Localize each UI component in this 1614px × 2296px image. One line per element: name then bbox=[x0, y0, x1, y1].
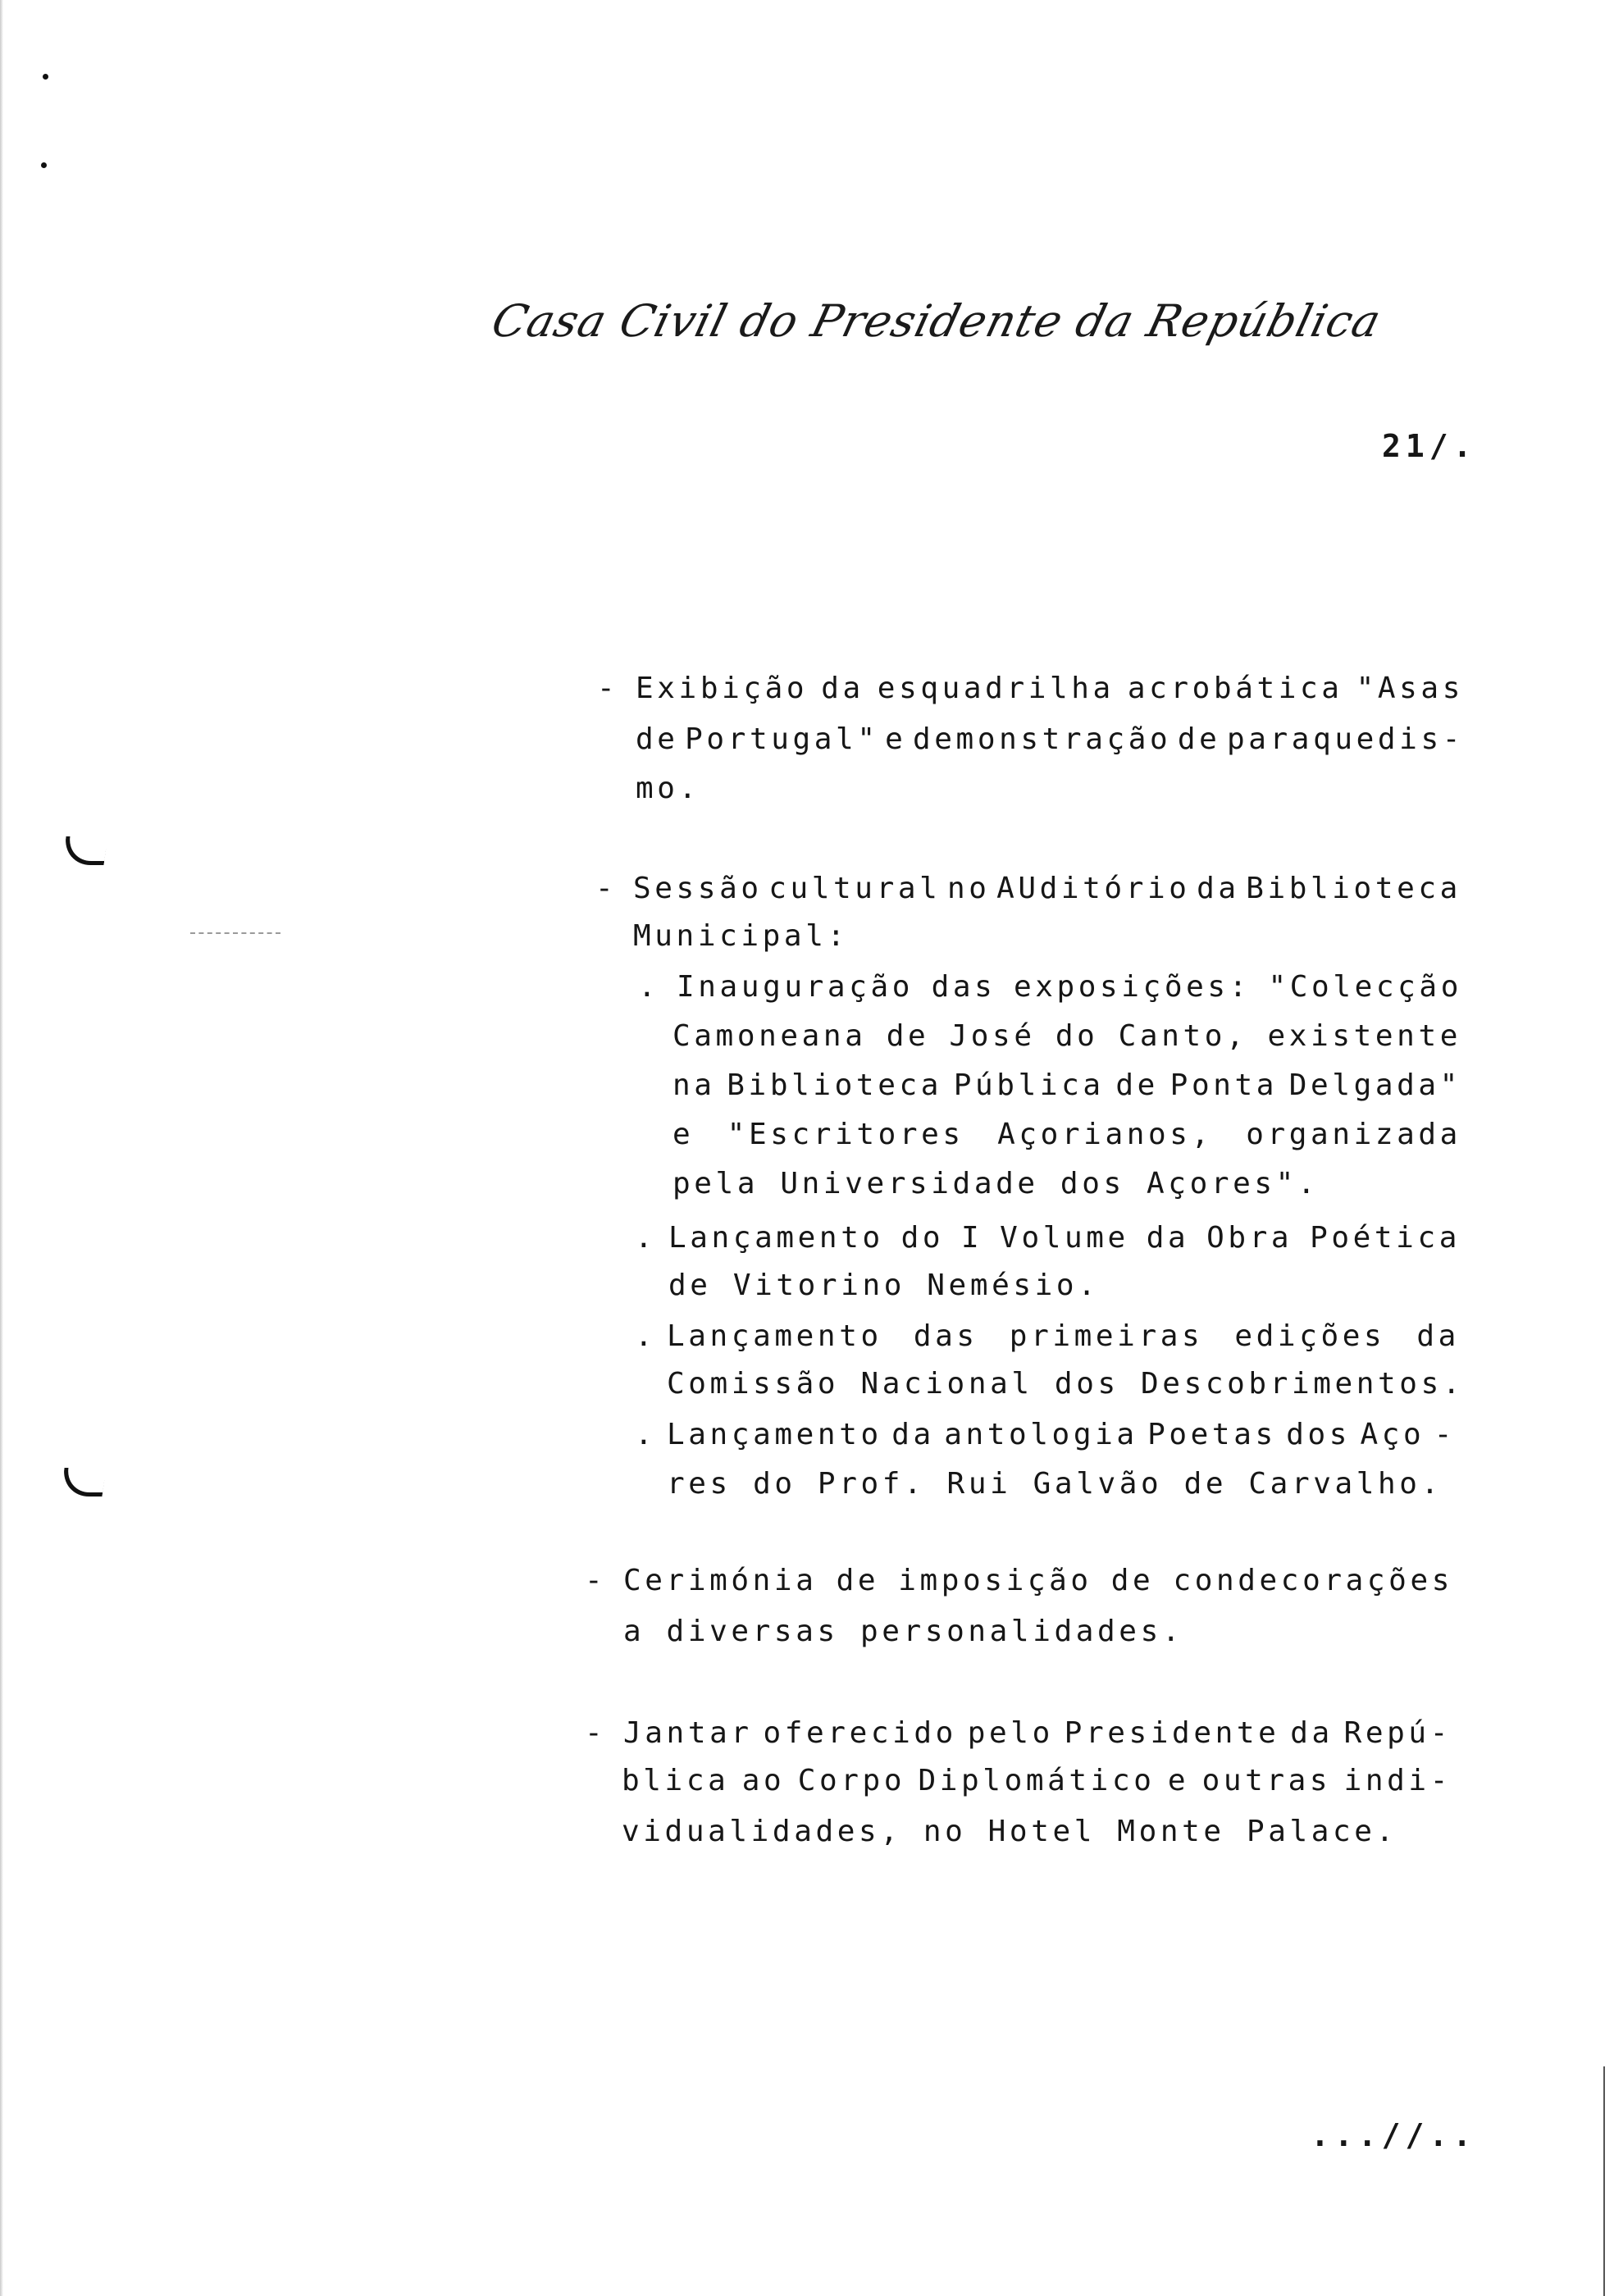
word: Poetas bbox=[1147, 1418, 1277, 1451]
word: Portugal" bbox=[685, 722, 879, 756]
word: Volume bbox=[1000, 1221, 1129, 1255]
word: e bbox=[1167, 1764, 1190, 1797]
page-number: 21/. bbox=[1382, 428, 1477, 464]
word: da bbox=[1416, 1319, 1460, 1353]
subitem-line: Comissão Nacional dos Descobrimentos. bbox=[667, 1367, 1465, 1401]
word: no bbox=[946, 872, 991, 905]
word: da bbox=[1197, 872, 1240, 905]
word: Camoneana bbox=[672, 1019, 867, 1053]
word: da bbox=[821, 672, 864, 705]
subitem-line bbox=[668, 1220, 1461, 1256]
word: edições bbox=[1234, 1319, 1386, 1353]
word: blica bbox=[622, 1764, 730, 1797]
word: do bbox=[900, 1221, 945, 1255]
word: ao bbox=[741, 1764, 786, 1797]
word: de bbox=[886, 1019, 930, 1053]
item-line bbox=[623, 1563, 1453, 1599]
scan-dash-mark bbox=[190, 932, 280, 935]
word: da bbox=[1146, 1221, 1190, 1255]
word: da bbox=[1290, 1716, 1334, 1750]
subitem-line: de Vitorino Nemésio. bbox=[668, 1269, 1100, 1302]
item-line: a diversas personalidades. bbox=[623, 1615, 1184, 1648]
word: Exibição bbox=[636, 672, 809, 705]
word: das bbox=[913, 1319, 978, 1353]
word: Lançamento bbox=[667, 1319, 882, 1353]
item-marker: - bbox=[597, 672, 615, 705]
word: Delgada" bbox=[1288, 1068, 1461, 1102]
item-line bbox=[622, 1763, 1452, 1799]
word: José bbox=[949, 1019, 1036, 1053]
word: primeiras bbox=[1009, 1319, 1204, 1353]
word: "Asas bbox=[1356, 672, 1464, 705]
item-marker: - bbox=[585, 1564, 603, 1597]
word: Pública bbox=[953, 1068, 1105, 1102]
word: condecorações bbox=[1173, 1564, 1453, 1597]
word: Diplomático bbox=[918, 1764, 1156, 1797]
item-line bbox=[636, 671, 1464, 707]
word: das bbox=[931, 970, 996, 1004]
scan-edge bbox=[0, 0, 3, 2296]
subitem-marker: . bbox=[635, 1319, 653, 1353]
scan-dot bbox=[43, 74, 48, 80]
scan-dot bbox=[41, 162, 47, 168]
word: acrobática bbox=[1127, 672, 1343, 705]
word: Açorianos, bbox=[997, 1118, 1213, 1151]
item-line bbox=[623, 1715, 1452, 1752]
punch-hole-mark bbox=[62, 836, 108, 865]
word: esquadrilha bbox=[877, 672, 1115, 705]
subitem-line bbox=[677, 969, 1462, 1005]
subitem-line bbox=[667, 1319, 1460, 1355]
word: oferecido bbox=[763, 1716, 957, 1750]
word: na bbox=[672, 1068, 716, 1102]
letterhead: Casa Civil do Presidente da República bbox=[486, 295, 1387, 347]
word: e bbox=[672, 1118, 695, 1151]
word: Jantar bbox=[623, 1716, 753, 1750]
subitem-line bbox=[672, 1068, 1461, 1104]
word: "Colecção bbox=[1268, 970, 1462, 1004]
word: I bbox=[961, 1221, 983, 1255]
word: cultural bbox=[768, 872, 942, 905]
item-line bbox=[636, 722, 1464, 758]
word: Biblioteca bbox=[727, 1068, 943, 1102]
word: Sessão bbox=[633, 872, 763, 905]
item-line: Municipal: bbox=[633, 919, 849, 953]
item-line bbox=[633, 871, 1461, 907]
word: imposição bbox=[898, 1564, 1092, 1597]
word: Corpo bbox=[797, 1764, 906, 1797]
word: de bbox=[836, 1564, 880, 1597]
subitem-line bbox=[672, 1117, 1461, 1153]
subitem-marker: . bbox=[635, 1418, 653, 1451]
word: Poética bbox=[1310, 1221, 1461, 1255]
scan-edge-right bbox=[1603, 2066, 1605, 2296]
item-marker: - bbox=[585, 1716, 603, 1750]
word: do bbox=[1055, 1019, 1099, 1053]
word: e bbox=[885, 722, 907, 756]
punch-hole-mark bbox=[61, 1468, 107, 1496]
word: Presidente bbox=[1064, 1716, 1280, 1750]
word: de bbox=[1177, 722, 1221, 756]
subitem-marker: . bbox=[635, 1221, 653, 1255]
subitem-line bbox=[667, 1417, 1456, 1453]
word: Ponta bbox=[1169, 1068, 1279, 1102]
word: Biblioteca bbox=[1246, 872, 1461, 905]
word: "Escritores bbox=[727, 1118, 964, 1151]
word: Repú- bbox=[1343, 1716, 1452, 1750]
subitem-line bbox=[672, 1018, 1461, 1055]
word: Aço bbox=[1360, 1418, 1425, 1451]
word: dos bbox=[1286, 1418, 1352, 1451]
word: existente bbox=[1267, 1019, 1461, 1053]
word: Lançamento bbox=[668, 1221, 884, 1255]
word: da bbox=[891, 1418, 935, 1451]
word: demonstração bbox=[913, 722, 1172, 756]
item-line: vidualidades, no Hotel Monte Palace. bbox=[622, 1815, 1397, 1848]
word: paraquedis- bbox=[1226, 722, 1464, 756]
word: exposições: bbox=[1013, 970, 1251, 1004]
word: indi- bbox=[1343, 1764, 1452, 1797]
word: AUditório bbox=[996, 872, 1191, 905]
word: antologia bbox=[944, 1418, 1138, 1451]
word: de bbox=[1115, 1068, 1159, 1102]
word: de bbox=[636, 722, 679, 756]
word: pelo bbox=[967, 1716, 1054, 1750]
word: organizada bbox=[1246, 1118, 1461, 1151]
subitem-line: res do Prof. Rui Galvão de Carvalho. bbox=[667, 1467, 1443, 1501]
word: Obra bbox=[1206, 1221, 1293, 1255]
word: - bbox=[1434, 1418, 1456, 1451]
continuation-mark: ...//.. bbox=[1311, 2117, 1477, 2153]
subitem-marker: . bbox=[638, 970, 656, 1004]
word: Cerimónia bbox=[623, 1564, 818, 1597]
word: outras bbox=[1201, 1764, 1332, 1797]
item-marker: - bbox=[595, 872, 613, 905]
word: Canto, bbox=[1118, 1019, 1248, 1053]
word: Inauguração bbox=[677, 970, 914, 1004]
word: Lançamento bbox=[667, 1418, 882, 1451]
subitem-line: pela Universidade dos Açores". bbox=[672, 1167, 1320, 1200]
word: de bbox=[1110, 1564, 1155, 1597]
item-line: mo. bbox=[636, 772, 700, 805]
